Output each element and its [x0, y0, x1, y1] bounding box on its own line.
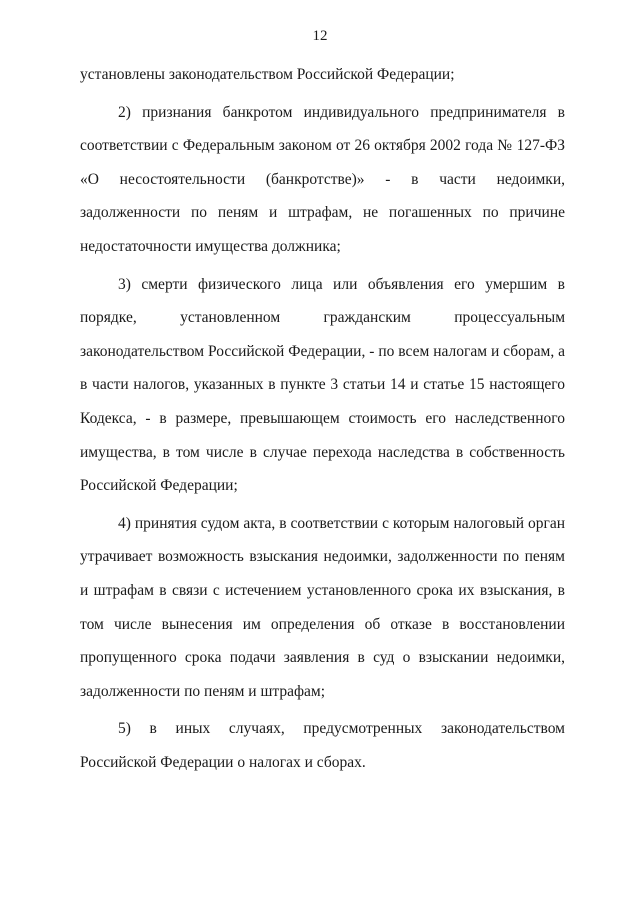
paragraph-continuation: установлены законодательством Российской Федерации; — [80, 66, 455, 83]
document-body — [80, 58, 565, 783]
page-number: 12 — [312, 28, 328, 44]
paragraph-item-3-death: 3) смерти физического лица или объявления его умершим в порядке, установленном гражданским процессуальным законодательством Российской Федерации, - по всем налогам и сборам, а в части налогов, указанных в пункте 3 статьи 14 и статье 15 настоящего Кодекса, - в размере, превышающем стоимость его наследственного имущества, в том числе в случае перехода наследства в собственность Российской Федерации; — [80, 275, 565, 495]
paragraph-item-5-other-cases: 5) в иных случаях, предусмотренных законодательством Российской Федерации о налогах и сборах. — [80, 720, 565, 771]
paragraph-item-2-bankruptcy: 2) признания банкротом индивидуального предпринимателя в соответствии с Федеральным законом от 26 октября 2002 года № 127-ФЗ «О несостоятельности (банкротстве)» - в части недоимки, задолженности по пеням и штрафам, не погашенных по причине недостаточности имущества должника; — [80, 103, 565, 255]
paragraph-item-4-court-act: 4) принятия судом акта, в соответствии с которым налоговый орган утрачивает возможность взыскания недоимки, задолженности по пеням и штрафам в связи с истечением установленного срока их взыскания, в том числе вынесения им определения об отказе в восстановлении пропущенного срока подачи заявления в суд о взыскании недоимки, задолженности по пеням и штрафам; — [80, 514, 565, 700]
